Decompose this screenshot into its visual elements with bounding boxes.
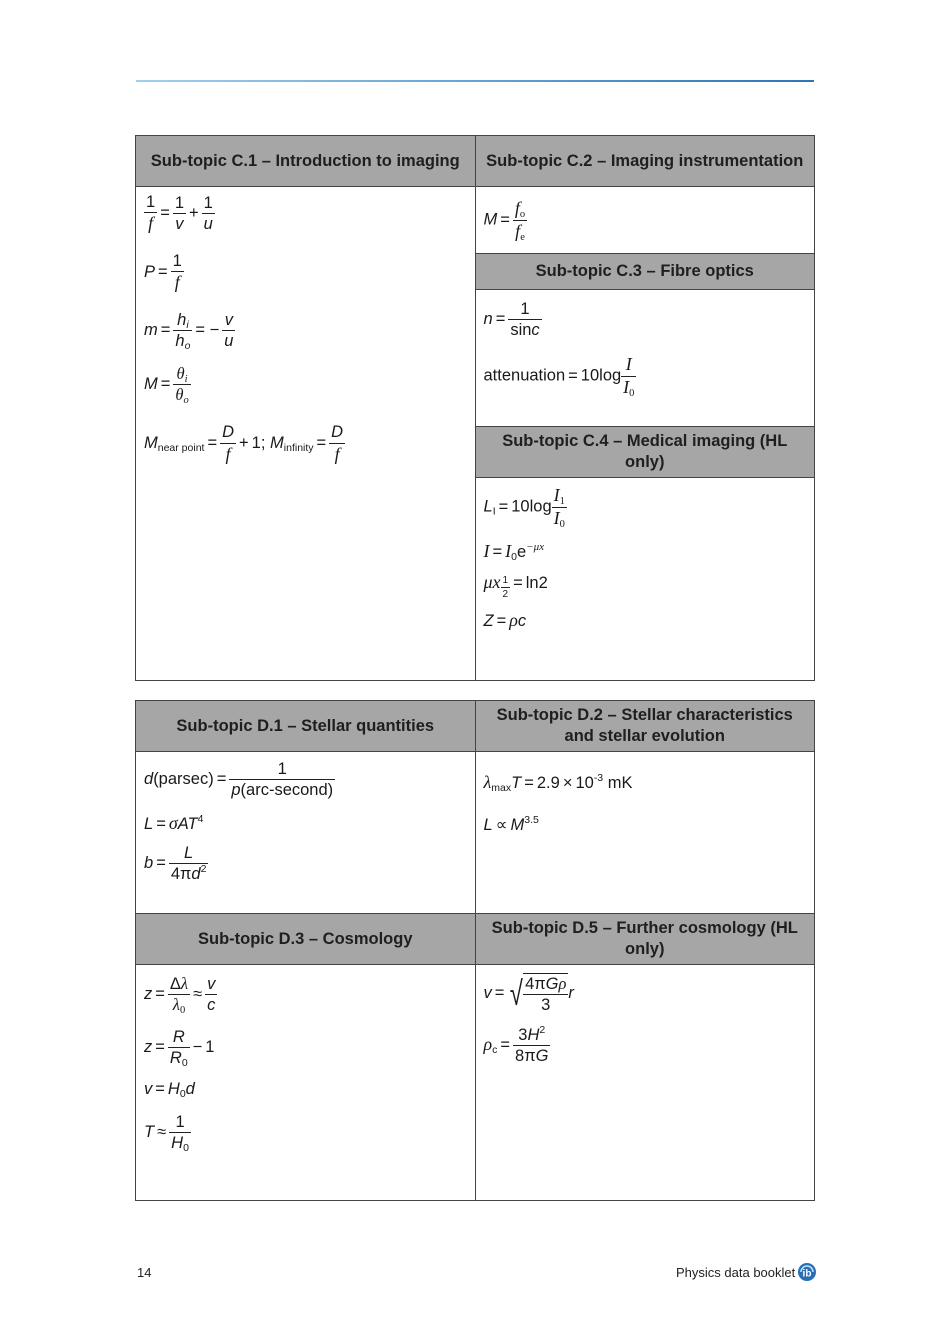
d2-formulas: [475, 752, 815, 914]
attenuation-word: attenuation: [483, 366, 566, 385]
stefan-boltzmann-equation: L = σAT$^4$: [144, 813, 204, 834]
hubble-law-equation: $v = H_0d$: [144, 1079, 195, 1100]
c3-header: Sub-topic C.3 – Fibre optics: [475, 254, 815, 290]
ib-logo-icon: [797, 1262, 817, 1282]
orbital-velocity-equation: v = √ $\frac{\text{4πGρ}}{3}$ r: [483, 974, 574, 1015]
critical-density-equation: $\rho_c$ = $\frac{3H^2}{8\pi G}$: [483, 1024, 549, 1066]
wien-law-equation: $\lambda_{max}T = 2.9 \times 10^{-3}$ mK: [483, 772, 633, 794]
d2-header: Sub-topic D.2 – Stellar characteristics and stellar evolution: [475, 701, 815, 752]
topic-d-table: [135, 700, 815, 1201]
universe-age-equation: T ≈ $\frac{1}{H_0}$: [144, 1112, 189, 1154]
attenuation-equation: attenuation = 10log $\frac{I}{I_0}$: [483, 354, 635, 400]
linear-magnification-equation: m = $\frac{h_i}{h_o}$ = − $\frac{v}{u}$: [144, 310, 234, 353]
intensity-level-equation: $L_I = 10\log$ $\frac{I_1}{I_0}$: [483, 485, 565, 530]
c4-formulas: [475, 478, 815, 681]
magnifier-equation: $M_{near point}$ = $\frac{D}{f}$ + 1; $M_{infinity}$ = $\frac{D}{f}$: [144, 423, 344, 464]
half-value-thickness-equation: μx $_{\frac{1}{2}}$ = ln2: [483, 571, 548, 601]
c1-header: Sub-topic C.1 – Introduction to imaging: [136, 136, 476, 187]
c1-formulas: [136, 187, 476, 681]
apparent-brightness-equation: b = $\frac{L}{4\pi d^2}$: [144, 844, 207, 884]
c2-header: Sub-topic C.2 – Imaging instrumentation: [475, 136, 815, 187]
redshift-equation: z = $\frac{\Delta\lambda}{\lambda_0}$ ≈ $\frac{v}{c}$: [144, 974, 216, 1017]
d1-header: Sub-topic D.1 – Stellar quantities: [136, 701, 476, 752]
c4-header: Sub-topic C.4 – Medical imaging (HL only): [475, 427, 815, 478]
d5-header: Sub-topic D.5 – Further cosmology (HL only): [475, 914, 815, 965]
topic-c-table: [135, 135, 815, 681]
telescope-magnification-equation: M = $\frac{f_o}{f_e}$: [483, 198, 526, 243]
thin-lens-equation: $\frac{1}{f}$ = $\frac{1}{v}$ + $\frac{1}{u}$: [146, 193, 213, 234]
angular-magnification-equation: M = $\frac{\theta_i}{\theta_o}$: [144, 364, 189, 407]
critical-angle-equation: n = $\frac{1}{\sin c}$: [483, 300, 540, 340]
d3-header: Sub-topic D.3 – Cosmology: [136, 914, 476, 965]
ln2-text: ln2: [525, 573, 548, 592]
booklet-title: Physics data booklet: [676, 1265, 796, 1280]
d5-formulas: [475, 965, 815, 1201]
lens-power-equation: P = $\frac{1}{f}$: [144, 251, 182, 293]
page-number: 14: [137, 1265, 152, 1280]
attenuation-exponential-equation: $I = I_0e^{-\mu x}$: [483, 540, 544, 563]
top-rule: [136, 80, 814, 82]
mass-luminosity-equation: $L \propto M^{3.5}$: [483, 814, 539, 834]
svg-text:ib: ib: [802, 1268, 812, 1280]
d1-formulas: [136, 752, 476, 914]
d3-formulas: [136, 965, 476, 1201]
c2-formulas: [475, 187, 815, 254]
acoustic-impedance-equation: Z = ρc: [483, 610, 527, 631]
c3-formulas: [475, 290, 815, 427]
scale-factor-equation: z = $\frac{R}{R_0}$ − 1: [144, 1028, 215, 1070]
parsec-equation: d(parsec) = $\frac{1}{\text{p(arc-second)}}$: [144, 760, 334, 800]
